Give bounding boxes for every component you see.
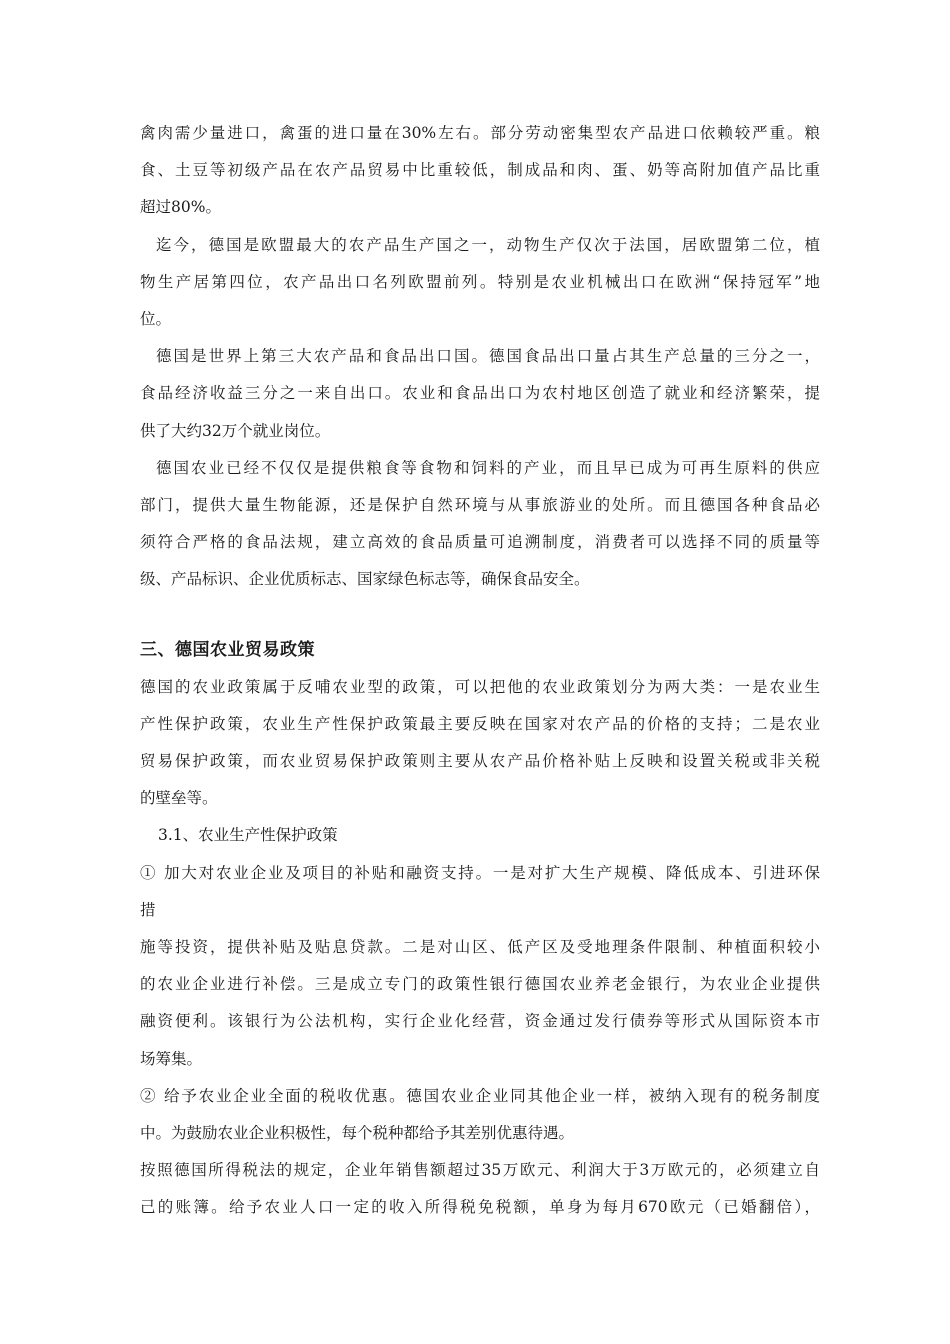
text-line: ① 加大对农业企业及项目的补贴和融资支持。一是对扩大生产规模、降低成本、引进环保 [140,863,820,882]
text-line: 禽肉需少量进口，禽蛋的进口量在30%左右。部分劳动密集型农产品进口依赖较严重。粮 [140,124,820,142]
text-line: 按照德国所得税法的规定，企业年销售额超过35万欧元、利润大于3万欧元的，必须建立自 [140,1161,820,1180]
text-line: 的壁垒等。 [140,789,218,808]
paragraph-policy-intro [140,669,820,818]
text-line: 场筹集。 [140,1049,203,1068]
paragraph-agriculture-role [140,450,820,599]
document-body [140,115,820,1227]
list-item-tax-benefits [140,1078,820,1152]
paragraph-subsidies-detail [140,929,820,1078]
text-line: 超过80%。 [140,198,221,217]
text-line: 位。 [140,310,172,329]
text-line: 己的账簿。给予农业人口一定的收入所得税免税额，单身为每月670欧元（已婚翻倍）， [140,1198,820,1217]
text-line: 食、土豆等初级产品在农产品贸易中比重较低，制成品和肉、蛋、奶等高附加值产品比重 [140,161,820,180]
text-line: 食品经济收益三分之一来自出口。农业和食品出口为农村地区创造了就业和经济繁荣，提 [140,384,820,403]
text-line: 级、产品标识、企业优质标志、国家绿色标志等，确保食品安全。 [140,570,590,589]
paragraph-eu-producer [140,227,820,339]
text-line: ② 给予农业企业全面的税收优惠。德国农业企业同其他企业一样，被纳入现有的税务制度 [140,1086,820,1105]
paragraph-poultry-imports [140,115,820,227]
text-line: 施等投资，提供补贴及贴息贷款。二是对山区、低产区及受地理条件限制、种植面积较小 [140,938,820,957]
text-line: 物生产居第四位，农产品出口名列欧盟前列。特别是农业机械出口在欧洲“保持冠军”地 [140,272,820,291]
text-line: 德国的农业政策属于反哺农业型的政策，可以把他的农业政策划分为两大类：一是农业生 [140,677,820,696]
subsection-heading: 3.1、农业生产性保护政策 [158,826,338,845]
text-line: 德国农业已经不仅仅是提供粮食等食物和饲料的产业，而且早已成为可再生原料的供应 [156,458,820,477]
section-heading: 三、德国农业贸易政策 [140,639,315,660]
text-line: 德国是世界上第三大农产品和食品出口国。德国食品出口量占其生产总量的三分之一， [156,347,820,366]
text-line: 部门，提供大量生物能源，还是保护自然环境与从事旅游业的处所。而且德国各种食品必 [140,496,820,515]
text-line: 须符合严格的食品法规，建立高效的食品质量可追溯制度，消费者可以选择不同的质量等 [140,533,820,552]
text-line: 迄今，德国是欧盟最大的农产品生产国之一，动物生产仅次于法国，居欧盟第二位，植 [156,235,820,254]
list-item-subsidies [140,855,820,929]
text-line: 产性保护政策，农业生产性保护政策最主要反映在国家对农产品的价格的支持；二是农业 [140,714,820,733]
text-line: 贸易保护政策，而农业贸易保护政策则主要从农产品价格补贴上反映和设置关税或非关税 [140,752,820,771]
text-line: 的农业企业进行补偿。三是成立专门的政策性银行德国农业养老金银行，为农业企业提供 [140,975,820,994]
text-line: 供了大约32万个就业岗位。 [140,421,331,440]
paragraph-food-exports [140,338,820,450]
section-spacer [140,599,820,631]
text-line: 中。为鼓励农业企业积极性，每个税种都给予其差别优惠待遇。 [140,1124,575,1143]
paragraph-income-tax [140,1152,820,1226]
text-line: 措 [140,900,156,919]
text-line: 融资便利。该银行为公法机构，实行企业化经营，资金通过发行债券等形式从国际资本市 [140,1012,820,1031]
